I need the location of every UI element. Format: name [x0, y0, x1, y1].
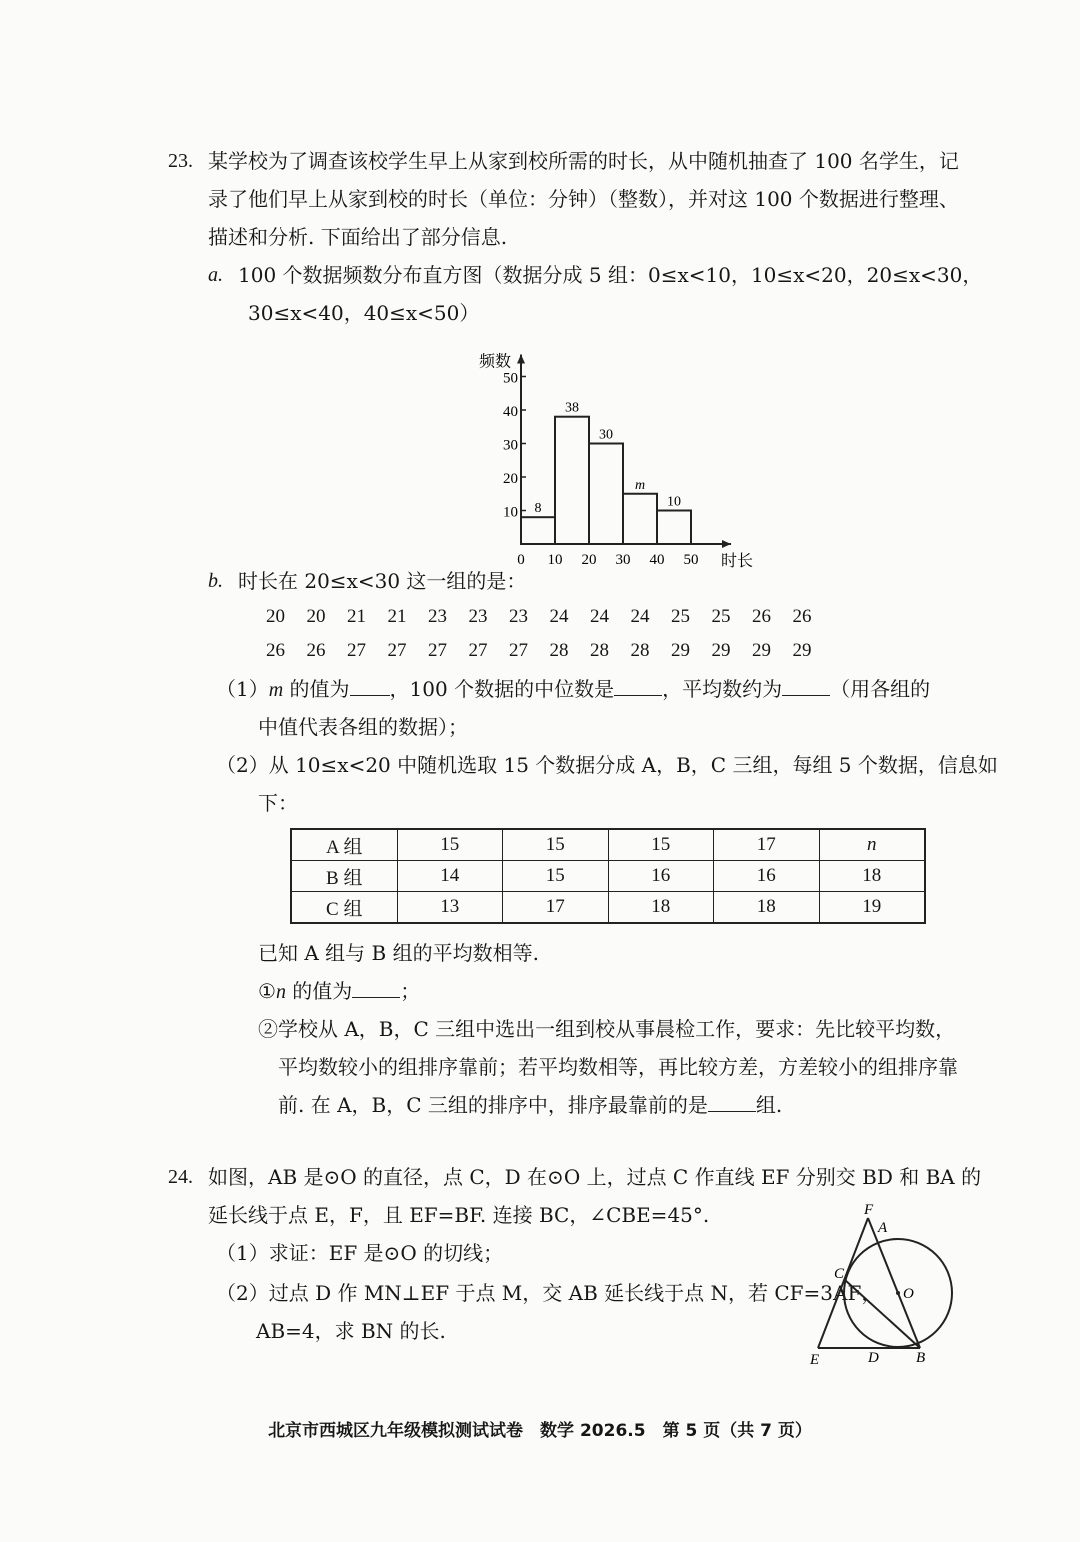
table-cell: 18: [819, 861, 925, 892]
q24-number: 24.: [168, 1166, 193, 1188]
x-tick-label: 20: [581, 552, 597, 568]
q23-b-label: b.: [208, 570, 223, 592]
var-m: m: [268, 679, 284, 701]
data-value: 29: [752, 640, 771, 661]
histogram-bar: [521, 517, 555, 544]
data-value: 24: [590, 606, 609, 627]
data-value: 27: [509, 640, 528, 661]
table-cell: 18: [608, 892, 714, 924]
label-a: A: [878, 1220, 888, 1236]
data-value: 21: [347, 606, 366, 627]
q23-sub2-line3: 前. 在 A，B，C 三组的排序中，排序最靠前的是 组.: [278, 1093, 783, 1117]
table-cell: 13: [397, 892, 503, 924]
table-cell: 17: [503, 892, 609, 924]
data-value: 21: [387, 606, 407, 627]
y-tick-label: 20: [503, 471, 518, 487]
q23-sub1: ①n 的值为 ；: [258, 979, 421, 1003]
answer-blank-n[interactable]: [352, 979, 400, 998]
table-cell: 19: [819, 892, 925, 924]
data-value: 23: [509, 606, 528, 627]
page-footer: 北京市西城区九年级模拟测试试卷 数学 2026.5 第 5 页（共 7 页）: [268, 1421, 812, 1441]
answer-blank-mean[interactable]: [782, 677, 830, 696]
label-f: F: [864, 1202, 874, 1218]
bar-value-label: 8: [534, 501, 542, 517]
x-tick-label: 40: [649, 552, 665, 568]
bar-value-label: 38: [565, 400, 579, 416]
answer-blank-group[interactable]: [708, 1093, 756, 1112]
table-row: [291, 861, 925, 892]
label-o: O: [903, 1286, 914, 1302]
table-cell: 16: [714, 861, 820, 892]
y-tick-label: 30: [503, 437, 518, 454]
data-value: 27: [347, 640, 366, 661]
table-row: [291, 892, 925, 924]
q23-known: 已知 A 组与 B 组的平均数相等.: [258, 941, 539, 965]
histogram-bar: [623, 494, 657, 544]
data-value: 25: [711, 606, 731, 627]
q23-stem-line1: 某学校为了调查该校学生早上从家到校所需的时长，从中随机抽查了 100 名学生，记: [208, 149, 959, 173]
data-value: 23: [468, 606, 488, 627]
table-cell: 15: [503, 861, 609, 892]
q23-part1-line1: （1）m 的值为 ，100 个数据的中位数是 ，平均数约为 （用各组的: [216, 677, 931, 701]
bar-value-label: 30: [599, 427, 613, 443]
line-fe: [818, 1218, 868, 1348]
histogram-bar: [657, 511, 691, 545]
bar-value-label: m: [634, 477, 646, 493]
table-cell: 17: [714, 829, 820, 861]
data-row-2: [266, 640, 833, 662]
data-value: 26: [306, 640, 326, 661]
y-tick-label: 10: [503, 504, 518, 521]
y-tick-label: 50: [503, 370, 518, 387]
table-row-header: C 组: [291, 892, 397, 924]
table-row-header: A 组: [291, 829, 397, 861]
data-value: 27: [428, 640, 447, 661]
q23-part2-line1: （2）从 10≤x<20 中随机选取 15 个数据分成 A，B，C 三组，每组 5 个数据，信息如: [216, 753, 998, 777]
label-d: D: [868, 1350, 879, 1366]
data-value: 28: [549, 640, 569, 661]
q23-b-text: 时长在 20≤x<30 这一组的是：: [238, 569, 527, 593]
data-value: 24: [549, 606, 569, 627]
table-cell: 18: [714, 892, 820, 924]
data-value: 26: [752, 606, 771, 627]
data-value: 20: [306, 606, 326, 627]
x-tick-label: 50: [683, 552, 699, 568]
table-row: [291, 829, 925, 861]
q24-line1: 如图，AB 是⊙O 的直径，点 C，D 在⊙O 上，过点 C 作直线 EF 分别交 BD 和 BA 的: [208, 1165, 982, 1189]
answer-blank-m[interactable]: [350, 677, 390, 696]
q23-a-label: a.: [208, 264, 223, 286]
label-e: E: [810, 1352, 820, 1368]
q24-sub2: （2）过点 D 作 MN⊥EF 于点 M，交 AB 延长线于点 N，若 CF=3AF，: [216, 1281, 882, 1305]
histogram-chart: [470, 336, 760, 576]
data-value: 28: [590, 640, 609, 661]
x-tick-label: 30: [615, 552, 631, 568]
q23-stem-line3: 描述和分析. 下面给出了部分信息.: [208, 225, 508, 249]
q23-sub2-line2: 平均数较小的组排序靠前；若平均数相等，再比较方差，方差较小的组排序靠: [278, 1055, 958, 1079]
q23-stem-line2: 录了他们早上从家到校的时长（单位：分钟）（整数），并对这 100 个数据进行整理、: [208, 187, 959, 211]
x-tick-label: 10: [547, 552, 563, 568]
data-value: 23: [428, 606, 447, 627]
label-b: B: [916, 1350, 926, 1366]
table-cell: n: [819, 829, 925, 861]
histogram-bar: [555, 417, 589, 544]
data-value: 28: [630, 640, 650, 661]
data-row-1: [266, 606, 833, 628]
q23-a-text2: 30≤x<40，40≤x<50）: [248, 301, 480, 325]
q23-part2-line2: 下：: [258, 791, 298, 815]
label-c: C: [834, 1266, 845, 1282]
histogram-bar: [589, 444, 623, 545]
table-cell: 15: [503, 829, 609, 861]
x-tick-label: 0: [517, 552, 525, 568]
answer-blank-median[interactable]: [614, 677, 662, 696]
q23-sub2-line1: ②学校从 A，B，C 三组中选出一组到校从事晨检工作，要求：先比较平均数，: [258, 1017, 956, 1041]
line-fb: [868, 1218, 920, 1348]
y-tick-label: 40: [503, 404, 518, 420]
q23-part1-line2: 中值代表各组的数据）；: [258, 715, 468, 739]
data-value: 20: [266, 606, 285, 627]
q24-sub3: AB=4，求 BN 的长.: [256, 1319, 446, 1343]
table-cell: 15: [397, 829, 503, 861]
data-value: 26: [266, 640, 285, 661]
data-value: 29: [792, 640, 812, 661]
data-value: 27: [387, 640, 407, 661]
data-value: 24: [630, 606, 650, 627]
table-row-header: B 组: [291, 861, 397, 892]
table-cell: 15: [608, 829, 714, 861]
bar-value-label: 10: [667, 494, 681, 510]
data-value: 26: [792, 606, 812, 627]
y-axis-label: 频数: [479, 353, 512, 371]
y-axis-arrow: [517, 355, 525, 364]
x-axis-label: 时长: [721, 553, 754, 570]
data-value: 29: [671, 640, 690, 661]
geometry-figure: [800, 1200, 970, 1370]
group-data-table: [290, 828, 926, 924]
q24-line2: 延长线于点 E，F，且 EF=BF. 连接 BC，∠CBE=45°.: [208, 1203, 710, 1227]
data-value: 29: [711, 640, 731, 661]
q23-a-text1: 100 个数据频数分布直方图（数据分成 5 组：0≤x<10，10≤x<20，20≤x<30，: [238, 263, 983, 287]
x-axis-arrow: [722, 540, 731, 548]
table-cell: 16: [608, 861, 714, 892]
point-o: [896, 1291, 900, 1295]
data-value: 25: [671, 606, 690, 627]
q24-sub1: （1）求证：EF 是⊙O 的切线；: [216, 1241, 504, 1265]
table-cell: 14: [397, 861, 503, 892]
data-value: 27: [468, 640, 488, 661]
q23-number: 23.: [168, 150, 193, 172]
